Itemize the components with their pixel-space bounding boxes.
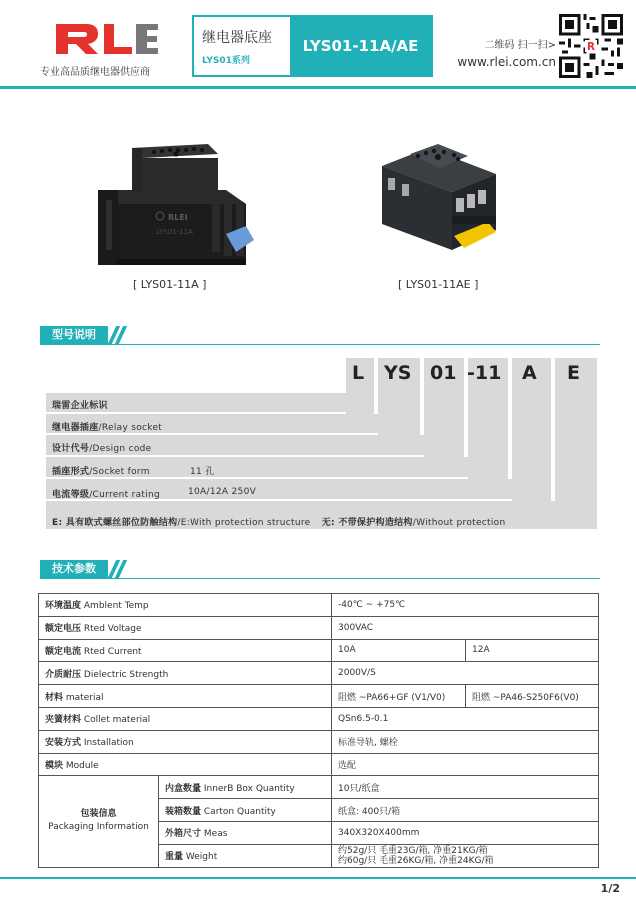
- model-char-01: 01: [430, 362, 457, 384]
- footer-divider: [0, 877, 636, 879]
- spec-section-title: 技术参数: [40, 560, 108, 578]
- table-row: 包装信息 Packaging Information 内盒数量 InnerB Box Quantity 10只/纸盒: [39, 776, 599, 799]
- model-char-ys: YS: [384, 362, 412, 384]
- model-row-design-code: 设计代号/Design code: [52, 444, 152, 454]
- table-row: 外箱尺寸 Meas 340X320X400mm: [39, 821, 599, 844]
- model-section-title: 型号说明: [40, 326, 108, 344]
- packaging-label: 包装信息 Packaging Information: [39, 776, 159, 867]
- model-char-a: A: [522, 362, 537, 384]
- model-char-11: -11: [467, 362, 502, 384]
- product-model: LYS01-11A/AE: [290, 17, 431, 75]
- table-row: 额定电压 Rted Voltage 300VAC: [39, 616, 599, 639]
- spec-section-divider: [40, 578, 600, 579]
- model-char-e: E: [567, 362, 580, 384]
- product-series: LYS01系列: [202, 56, 250, 66]
- spec-table: [38, 593, 599, 868]
- logo-tagline: 专业高品质继电器供应商: [40, 67, 150, 78]
- svg-text:LYS01-11A: LYS01-11A: [156, 228, 193, 236]
- website-link[interactable]: www.rlei.com.cn: [457, 55, 556, 69]
- table-row: 安装方式 Installation 标准导轨, 螺栓: [39, 730, 599, 753]
- model-row-protection: E: 具有欧式螺丝部位防触结构/E:With protection structure 无: 不带保护构造结构/Without protection: [52, 518, 506, 528]
- table-row: 额定电流 Rted Current 10A 12A: [39, 639, 599, 662]
- model-row-socket: 继电器插座/Relay socket: [52, 423, 163, 433]
- model-row-current-rating: 电流等级/Current rating 10A/12A 250V: [52, 487, 257, 500]
- svg-text:RLEI: RLEI: [168, 213, 188, 222]
- product-caption-lys01-11ae: [ LYS01-11AE ]: [398, 278, 479, 291]
- table-row: 环境温度 Amblent Temp -40℃ ~ +75℃: [39, 594, 599, 617]
- spec-section-header: [40, 560, 130, 578]
- product-title-cn: 继电器底座: [202, 30, 272, 46]
- model-row-socket-form: 插座形式/Socket form 11 孔: [52, 467, 215, 477]
- table-row: 材料 material 阻燃 ~PA66+GF (V1/V0) 阻燃 ~PA46-S250F6(V0): [39, 685, 599, 708]
- page-number: 1/2: [600, 882, 620, 895]
- product-caption-lys01-11a: [ LYS01-11A ]: [133, 278, 207, 291]
- table-row: 介质耐压 Dielectric Strength 2000V/S: [39, 662, 599, 685]
- svg-text:R: R: [587, 40, 595, 53]
- table-row: 模块 Module 选配: [39, 753, 599, 776]
- model-row-brand: 瑞雷企业标识: [52, 401, 108, 411]
- table-row: 重量 Weight 约52g/只 毛重23G/箱, 净重21KG/箱 约60g/只 毛重26KG/箱, 净重24KG/箱: [39, 844, 599, 867]
- table-row: 装箱数量 Carton Quantity 纸盒: 400只/箱: [39, 799, 599, 822]
- qr-prompt: 二维码 扫一扫>: [484, 40, 556, 51]
- model-char-l: L: [352, 362, 365, 384]
- table-row: 夹簧材料 Collet material QSn6.5-0.1: [39, 707, 599, 730]
